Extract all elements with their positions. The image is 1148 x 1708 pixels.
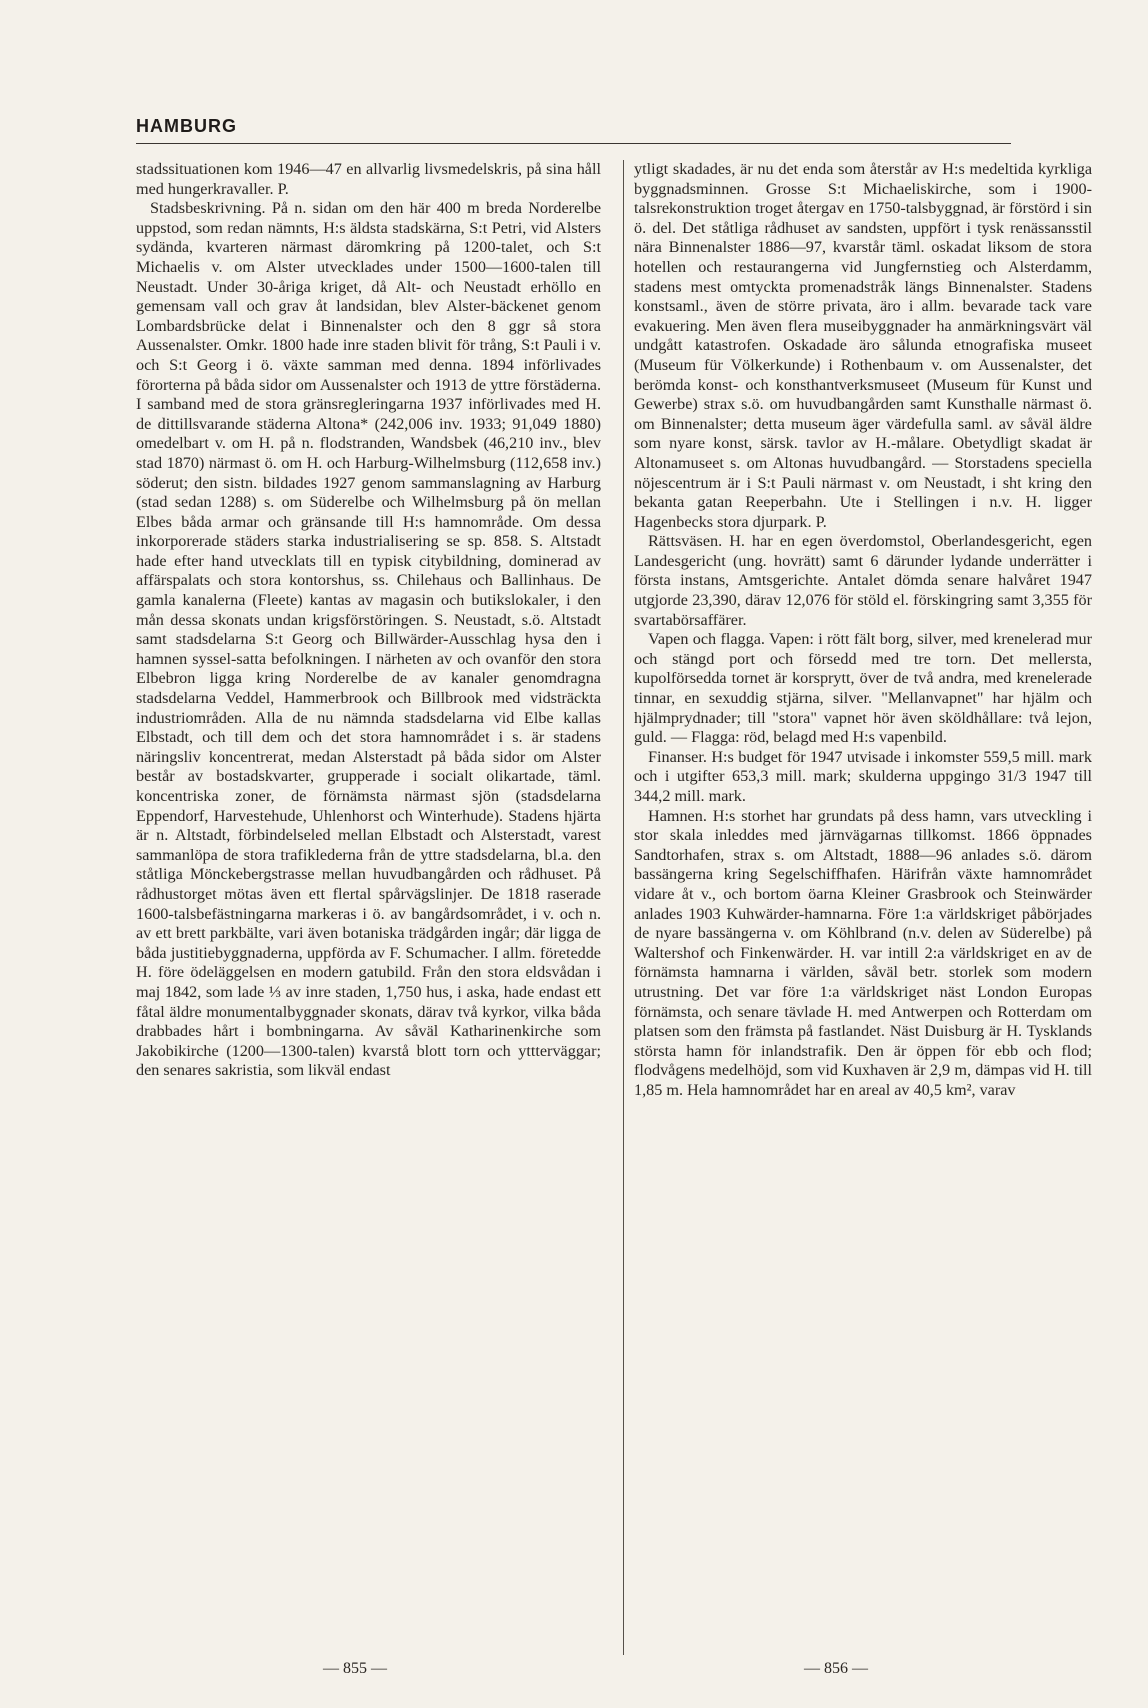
left-page-number: — 855 — — [323, 1660, 387, 1677]
right-paragraph: Vapen och flagga. Vapen: i rött fält borg, silver, med krenelerad mur och stängd port och försedd med tre torn. Det mellersta, kupolförsedda tornet är korsprytt, över de två andra, med krenelerade tinnar, en sexuddig stjärna, silver. "Mellanvapnet" har hjälm och hjälmprydnader; till "stora" vapnet hör även sköldhållare: två lejon, guld. — Flagga: röd, belagd med H:s vapenbild. — [634, 630, 1092, 747]
right-paragraph: ytligt skadades, är nu det enda som återstår av H:s medeltida kyrkliga byggnadsminnen. Grosse S:t Michaeliskirche, som i 1900-talsrekonstruktion troget återgav en 1750-talsbyggnad, är förstörd i sin ö. del. Det ståtliga rådhuset av sandsten, uppfört i tysk renässansstil nära Binnenalster 1886—97, kvarstår täml. oskadat liksom de stora hotellen och restaurangerna vid Jungfernstieg och Alsterdamm, stadens mest omtyckta promenadstråk längs Binnenalster. Stadens konstsaml., även de större privata, äro i allm. bevarade tack vare evakuering. Men även flera museibyggnader ha anmärkningsvärt väl undgått katastrofen. Oskadade äro sålunda etnografiska museet (Museum für Völkerkunde) i Rothenbaum v. om Aussenalster, det berömda konst- och konsthantverksmuseet (Museum für Kunst und Gewerbe) strax s.ö. om huvudbangården samt Kunsthalle närmast ö. om Binnenalster; detta museum äger värdefulla saml. av såväl äldre som nyare konst, särsk. tavlor av H.-målare. Obetydligt skadat är Altonamuseet s. om Altonas huvudbangård. — Storstadens speciella nöjescentrum är i S:t Pauli närmast v. om Neustadt, i sht kring den bekanta gatan Reeperbahn. Ute i Stellingen i n.v. H. ligger Hagenbecks stora djurpark. P. — [634, 160, 1092, 531]
left-paragraph: stadssituationen kom 1946—47 en allvarlig livsmedelskris, på sina håll med hungerkravaller. P. — [136, 160, 601, 198]
right-page-number: — 856 — — [804, 1660, 868, 1677]
header-rule — [136, 143, 1011, 144]
right-paragraph: Finanser. H:s budget för 1947 utvisade i inkomster 559,5 mill. mark och i utgifter 653,3 mill. mark; skulderna uppgingo 31/3 1947 till 344,2 mill. mark. — [634, 747, 1092, 805]
running-head: HAMBURG — [136, 116, 237, 136]
left-paragraph: Stadsbeskrivning. På n. sidan om den här 400 m breda Norderelbe uppstod, som redan nämnts, H:s äldsta stadskärna, S:t Petri, vid Alsters sydända, kvarteren närmast däromkring på 1200-talet, och S:t Michaelis v. om Alster utvecklades under 1500—1600-talen till Neustadt. Under 30-åriga kriget, då Alt- och Neustadt erhöllo en gemensam vall och grav åt landsidan, blev Alster-bäckenet genom Lombardsbrücke delat i Binnenalster och den 8 ggr så stora Aussenalster. Omkr. 1800 hade inre staden blivit för trång, S:t Pauli i v. och S:t Georg i ö. växte samman med denna. 1894 införlivades förorterna på båda sidor om Aussenalster och 1913 de yttre förstäderna. I samband med de stora gränsregleringarna 1937 införlivades med H. de dittillsvarande städerna Altona* (242,006 inv. 1933; 91,049 1880) omedelbart v. om H. på n. flodstranden, Wandsbek (46,210 inv., blev stad 1870) närmast ö. om H. och Harburg-Wilhelmsburg (112,658 inv.) söderut; den sistn. bildades 1927 genom sammanslagning av Harburg (stad sedan 1288) s. om Süderelbe och Wilhelmsburg på ön mellan Elbes båda armar och gränsande till H:s hamnområde. Om dessa inkorporerade städers starka industrialisering se sp. 858. S. Altstadt hade efter hand utvecklats till en typisk citybildning, dominerad av affärspalats och stora kontorshus, ss. Chilehaus och Ballinhaus. De gamla kanalerna (Fleete) kantas av magasin och butikslokaler, i den mån dessa skonats undan krigsförstöringen. S. Neustadt, s.ö. Altstadt samt stadsdelarna S:t Georg och Billwärder-Ausschlag hysa den i hamnen syssel-satta befolkningen. I närheten av och ovanför den stora Elbebron ligga kring Norderelbe de av kanaler genomdragna stadsdelarna Veddel, Hammerbrook och Billbrook med vidsträckta industriområden. Alla de nu nämnda stadsdelarna vid Elbe kallas Elbstadt, och till dem och det stora hamnområdet i s. är stadens näringsliv koncentrerat, medan Alsterstadt på båda sidor om Alster består av bostadskvarter, grupperade i socialt olikartade, täml. koncentriska zoner, de förnämsta närmast sjön (stadsdelarna Eppendorf, Harvestehude, Uhlenhorst och Winterhude). Stadens hjärta är n. Altstadt, förbindelseled mellan Elbstadt och Alsterstadt, varest sammanlöpa de stora trafiklederna från de yttre stadsdelarna, bl.a. den ståtliga Mönckebergstrasse mellan huvudbangården och rådhuset. På rådhustorget mötas även ett flertal spårvägslinjer. De 1818 raserade 1600-talsbefästningarna markeras i ö. av bangårdsområdet, i v. och n. av ett brett parkbälte, vari även botaniska trädgården ingår; där ligga de båda justitiebyggnaderna, uppförda av F. Schumacher. I allm. företedde H. före ödeläggelsen en modern gatubild. Från den stora eldsvådan i maj 1842, som lade ⅓ av inre staden, 1,750 hus, i aska, hade endast ett fåtal äldre monumentalbyggnader skonats, därav två kyrkor, vilka båda drabbades hårt i bombningarna. Av såväl Katharinenkirche som Jakobikirche (1200—1300-talen) kvarstå blott torn och yttterväggar; den senares sakristia, som likväl endast — [136, 199, 601, 1080]
column-divider — [623, 160, 624, 1655]
left-column — [136, 160, 601, 1650]
right-paragraph: Rättsväsen. H. har en egen överdomstol, Oberlandesgericht, egen Landesgericht (ung. hovrätt) samt 6 därunder lydande underrätter i första instans, Amtsgerichte. Antalet dömda senare halvåret 1947 utgjorde 23,390, därav 12,076 för stöld el. förskingring samt 3,355 för svartabörsaffärer. — [634, 532, 1092, 629]
right-column — [634, 160, 1092, 1650]
right-paragraph: Hamnen. H:s storhet har grundats på dess hamn, vars utveckling i stor skala inleddes med järnvägarnas tillkomst. 1866 öppnades Sandtorhafen, strax s. om Altstadt, 1888—96 anlades s.ö. därom bassängerna kring Segelschiffhafen. Härifrån växte hamnområdet vidare åt v., och bortom öarna Kleiner Grasbrook och Steinwärder anlades 1903 Kuhwärder-hamnarna. Före 1:a världskriget påbörjades de nyare bassängerna v. om Köhlbrand (n.v. delen av Süderelbe) på Waltershof och Finkenwärder. H. var intill 2:a världskriget en av de förnämsta hamnarna i världen, såväl betr. storlek som modern utrustning. Det var före 1:a världskriget näst London Europas förnämsta, och senare tävlade H. med Antwerpen och Rotterdam om platsen som den främsta på fastlandet. Näst Duisburg är H. Tysklands största hamn för inlandstrafik. Den är öppen för ebb och flod; flodvågens medelhöjd, som vid Kuxhaven är 2,9 m, dämpas vid H. till 1,85 m. Hela hamnområdet har en areal av 40,5 km², varav — [634, 806, 1092, 1099]
